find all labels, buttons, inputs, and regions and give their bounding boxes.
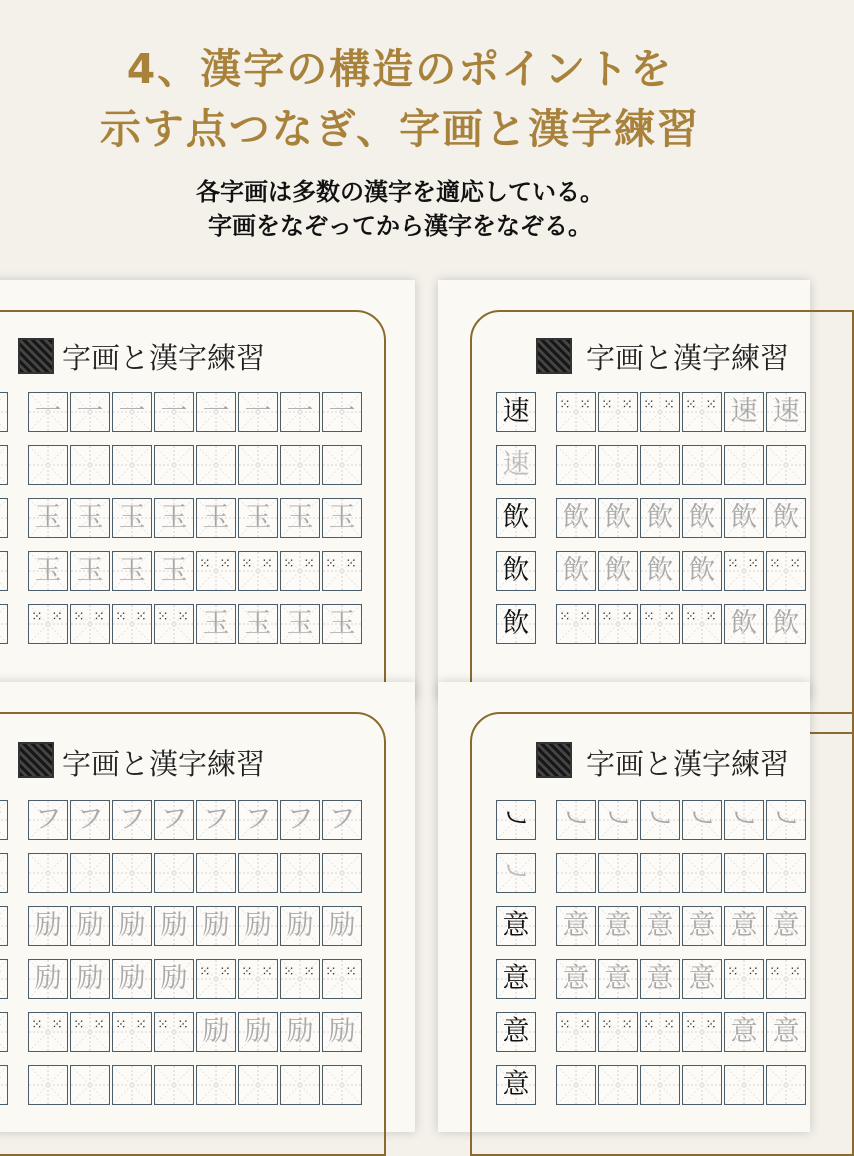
- row-head-character: [0, 392, 8, 432]
- row-head-character: 意: [496, 906, 536, 946]
- row-head-character: [0, 906, 8, 946]
- row-head-character: 飲: [496, 604, 536, 644]
- main-title-line1: 4、漢字の構造のポイントを: [126, 45, 674, 93]
- practice-cell[interactable]: [766, 853, 806, 893]
- worksheet-page-2: [438, 280, 810, 700]
- practice-cell[interactable]: [70, 604, 110, 644]
- qr-code-icon: [18, 338, 54, 374]
- practice-cell[interactable]: フ: [196, 800, 236, 840]
- practice-cell[interactable]: [280, 853, 320, 893]
- practice-cell[interactable]: [322, 959, 362, 999]
- dot-trace-pattern: ⁙ ⁙: [325, 556, 359, 572]
- practice-cell[interactable]: 励: [28, 906, 68, 946]
- dot-trace-pattern: ⁙ ⁙: [115, 1017, 149, 1033]
- practice-cell[interactable]: 一: [154, 392, 194, 432]
- practice-cell[interactable]: [280, 445, 320, 485]
- subtitle-line2: 字画をなぞってから漢字をなぞる。: [208, 212, 592, 240]
- dot-trace-pattern: ⁙ ⁙: [157, 609, 191, 625]
- practice-cell[interactable]: [112, 1012, 152, 1052]
- page-title: 字画と漢字練習: [586, 747, 790, 781]
- worksheet-page-4: [438, 682, 810, 1132]
- practice-cell[interactable]: 飲: [766, 498, 806, 538]
- dot-trace-pattern: ⁙ ⁙: [727, 964, 761, 980]
- row-head-character: [0, 1065, 8, 1105]
- practice-cell[interactable]: 玉: [280, 604, 320, 644]
- dot-trace-pattern: ⁙ ⁙: [199, 556, 233, 572]
- practice-cell[interactable]: [682, 1065, 722, 1105]
- dot-trace-pattern: ⁙ ⁙: [559, 609, 593, 625]
- dot-trace-pattern: ⁙ ⁙: [73, 609, 107, 625]
- practice-cell[interactable]: [640, 1012, 680, 1052]
- dot-trace-pattern: ⁙ ⁙: [325, 964, 359, 980]
- practice-cell[interactable]: 励: [28, 959, 68, 999]
- practice-cell[interactable]: [556, 392, 596, 432]
- practice-cell[interactable]: 飲: [766, 604, 806, 644]
- practice-cell[interactable]: 玉: [196, 498, 236, 538]
- practice-cell[interactable]: 意: [556, 959, 596, 999]
- worksheet-page-1: [0, 280, 415, 700]
- dot-trace-pattern: ⁙ ⁙: [241, 556, 275, 572]
- practice-cell[interactable]: 励: [322, 1012, 362, 1052]
- dot-trace-pattern: ⁙ ⁙: [31, 1017, 65, 1033]
- practice-cell[interactable]: [556, 1065, 596, 1105]
- practice-cell[interactable]: 励: [70, 959, 110, 999]
- main-title-line2: 示す点つなぎ、字画と漢字練習: [99, 105, 701, 153]
- practice-cell[interactable]: [238, 551, 278, 591]
- practice-cell[interactable]: 飲: [682, 551, 722, 591]
- practice-cell[interactable]: [598, 853, 638, 893]
- practice-cell[interactable]: 一: [322, 392, 362, 432]
- dot-trace-pattern: ⁙ ⁙: [73, 1017, 107, 1033]
- practice-cell[interactable]: フ: [70, 800, 110, 840]
- practice-cell[interactable]: 玉: [28, 498, 68, 538]
- practice-cell[interactable]: [766, 551, 806, 591]
- practice-cell[interactable]: [28, 1012, 68, 1052]
- practice-cell[interactable]: [640, 1065, 680, 1105]
- row-head-character: ㇃: [496, 853, 536, 893]
- practice-cell[interactable]: [766, 1065, 806, 1105]
- practice-cell[interactable]: 玉: [322, 498, 362, 538]
- dot-trace-pattern: ⁙ ⁙: [283, 964, 317, 980]
- page-title: 字画と漢字練習: [62, 747, 266, 781]
- practice-cell[interactable]: [724, 959, 764, 999]
- practice-cell[interactable]: [238, 959, 278, 999]
- row-head-character: 飲: [496, 498, 536, 538]
- practice-cell[interactable]: [112, 1065, 152, 1105]
- qr-code-icon: [536, 742, 572, 778]
- dot-trace-pattern: ⁙ ⁙: [601, 1017, 635, 1033]
- practice-cell[interactable]: 意: [682, 959, 722, 999]
- practice-cell[interactable]: [724, 551, 764, 591]
- practice-cell[interactable]: 一: [28, 392, 68, 432]
- practice-cell[interactable]: 励: [280, 1012, 320, 1052]
- practice-cell[interactable]: [154, 604, 194, 644]
- practice-cell[interactable]: [640, 392, 680, 432]
- row-head-character: [0, 853, 8, 893]
- dot-trace-pattern: ⁙ ⁙: [769, 556, 803, 572]
- practice-cell[interactable]: [322, 551, 362, 591]
- practice-cell[interactable]: [280, 1065, 320, 1105]
- practice-cell[interactable]: [238, 1065, 278, 1105]
- practice-cell[interactable]: 玉: [322, 604, 362, 644]
- row-head-character: [0, 959, 8, 999]
- practice-cell[interactable]: [154, 1012, 194, 1052]
- practice-cell[interactable]: 励: [70, 906, 110, 946]
- practice-cell[interactable]: ㇃: [766, 800, 806, 840]
- row-head-character: [0, 800, 8, 840]
- practice-cell[interactable]: [598, 392, 638, 432]
- practice-cell[interactable]: 意: [766, 906, 806, 946]
- practice-cell[interactable]: [556, 853, 596, 893]
- practice-cell[interactable]: 励: [238, 1012, 278, 1052]
- page-title: 字画と漢字練習: [586, 341, 790, 375]
- practice-cell[interactable]: 玉: [112, 498, 152, 538]
- practice-cell[interactable]: [556, 604, 596, 644]
- practice-cell[interactable]: [682, 1012, 722, 1052]
- practice-cell[interactable]: [556, 445, 596, 485]
- row-head-character: 意: [496, 1012, 536, 1052]
- practice-cell[interactable]: [70, 1065, 110, 1105]
- dot-trace-pattern: ⁙ ⁙: [685, 397, 719, 413]
- practice-cell[interactable]: 玉: [28, 551, 68, 591]
- dot-trace-pattern: ⁙ ⁙: [241, 964, 275, 980]
- practice-cell[interactable]: [598, 1012, 638, 1052]
- page-title: 字画と漢字練習: [62, 341, 266, 375]
- dot-trace-pattern: ⁙ ⁙: [685, 1017, 719, 1033]
- practice-cell[interactable]: フ: [28, 800, 68, 840]
- practice-cell[interactable]: 励: [112, 959, 152, 999]
- practice-cell[interactable]: [724, 853, 764, 893]
- row-head-character: [0, 604, 8, 644]
- practice-cell[interactable]: [724, 445, 764, 485]
- practice-cell[interactable]: 励: [196, 906, 236, 946]
- practice-cell[interactable]: [196, 853, 236, 893]
- practice-cell[interactable]: [196, 551, 236, 591]
- practice-cell[interactable]: 意: [766, 1012, 806, 1052]
- row-head-character: ㇃: [496, 800, 536, 840]
- practice-cell[interactable]: [154, 853, 194, 893]
- practice-cell[interactable]: 意: [598, 906, 638, 946]
- practice-cell[interactable]: [196, 959, 236, 999]
- practice-cell[interactable]: 飲: [598, 551, 638, 591]
- practice-cell[interactable]: 玉: [280, 498, 320, 538]
- practice-cell[interactable]: [28, 853, 68, 893]
- practice-cell[interactable]: 励: [196, 1012, 236, 1052]
- practice-cell[interactable]: [682, 392, 722, 432]
- practice-cell[interactable]: フ: [112, 800, 152, 840]
- practice-cell[interactable]: [196, 445, 236, 485]
- practice-cell[interactable]: [280, 959, 320, 999]
- practice-cell[interactable]: 意: [640, 959, 680, 999]
- practice-cell[interactable]: 速: [766, 392, 806, 432]
- practice-cell[interactable]: 玉: [238, 498, 278, 538]
- row-head-character: 速: [496, 445, 536, 485]
- dot-trace-pattern: ⁙ ⁙: [31, 609, 65, 625]
- practice-cell[interactable]: [682, 853, 722, 893]
- header: [0, 0, 800, 280]
- practice-cell[interactable]: [322, 445, 362, 485]
- practice-cell[interactable]: 励: [154, 906, 194, 946]
- practice-cell[interactable]: 玉: [70, 551, 110, 591]
- dot-trace-pattern: ⁙ ⁙: [769, 964, 803, 980]
- practice-cell[interactable]: [70, 1012, 110, 1052]
- practice-cell[interactable]: フ: [238, 800, 278, 840]
- practice-cell[interactable]: 励: [154, 959, 194, 999]
- practice-cell[interactable]: 意: [724, 906, 764, 946]
- practice-cell[interactable]: [28, 604, 68, 644]
- practice-cell[interactable]: [28, 445, 68, 485]
- practice-cell[interactable]: ㇃: [724, 800, 764, 840]
- practice-cell[interactable]: [154, 1065, 194, 1105]
- practice-cell[interactable]: [70, 445, 110, 485]
- row-head-character: [0, 498, 8, 538]
- practice-cell[interactable]: [598, 604, 638, 644]
- dot-trace-pattern: ⁙ ⁙: [199, 964, 233, 980]
- row-head-character: [0, 1012, 8, 1052]
- practice-cell[interactable]: [196, 1065, 236, 1105]
- dot-trace-pattern: ⁙ ⁙: [559, 1017, 593, 1033]
- practice-cell[interactable]: 意: [724, 1012, 764, 1052]
- dot-trace-pattern: ⁙ ⁙: [157, 1017, 191, 1033]
- practice-cell[interactable]: 飲: [556, 498, 596, 538]
- row-head-character: 飲: [496, 551, 536, 591]
- practice-cell[interactable]: 玉: [112, 551, 152, 591]
- practice-cell[interactable]: [682, 445, 722, 485]
- dot-trace-pattern: ⁙ ⁙: [115, 609, 149, 625]
- practice-cell[interactable]: 飲: [724, 498, 764, 538]
- dot-trace-pattern: ⁙ ⁙: [601, 397, 635, 413]
- practice-cell[interactable]: [640, 445, 680, 485]
- row-head-character: 意: [496, 959, 536, 999]
- practice-cell[interactable]: 一: [280, 392, 320, 432]
- practice-cell[interactable]: [70, 853, 110, 893]
- dot-trace-pattern: ⁙ ⁙: [643, 609, 677, 625]
- qr-code-icon: [18, 742, 54, 778]
- practice-cell[interactable]: [682, 604, 722, 644]
- subtitle-line1: 各字画は多数の漢字を適応している。: [196, 178, 604, 206]
- practice-cell[interactable]: 意: [640, 906, 680, 946]
- worksheet-page-3: [0, 682, 415, 1132]
- practice-cell[interactable]: 玉: [154, 498, 194, 538]
- practice-cell[interactable]: 玉: [70, 498, 110, 538]
- practice-cell[interactable]: 玉: [238, 604, 278, 644]
- practice-cell[interactable]: [640, 853, 680, 893]
- practice-cell[interactable]: [112, 445, 152, 485]
- practice-cell[interactable]: [322, 853, 362, 893]
- practice-cell[interactable]: 一: [238, 392, 278, 432]
- practice-cell[interactable]: 一: [196, 392, 236, 432]
- practice-cell[interactable]: 意: [598, 959, 638, 999]
- practice-cell[interactable]: フ: [280, 800, 320, 840]
- practice-cell[interactable]: 速: [724, 392, 764, 432]
- practice-cell[interactable]: [556, 1012, 596, 1052]
- practice-cell[interactable]: [112, 604, 152, 644]
- practice-cell[interactable]: 励: [322, 906, 362, 946]
- dot-trace-pattern: ⁙ ⁙: [685, 609, 719, 625]
- dot-trace-pattern: ⁙ ⁙: [643, 1017, 677, 1033]
- practice-cell[interactable]: 飲: [640, 498, 680, 538]
- practice-cell[interactable]: [598, 445, 638, 485]
- practice-cell[interactable]: 意: [682, 906, 722, 946]
- practice-cell[interactable]: [724, 1065, 764, 1105]
- practice-cell[interactable]: 飲: [724, 604, 764, 644]
- practice-cell[interactable]: ㇃: [640, 800, 680, 840]
- practice-cell[interactable]: 励: [112, 906, 152, 946]
- practice-cell[interactable]: [154, 445, 194, 485]
- practice-cell[interactable]: 励: [238, 906, 278, 946]
- row-head-character: [0, 445, 8, 485]
- practice-cell[interactable]: 飲: [598, 498, 638, 538]
- dot-trace-pattern: ⁙ ⁙: [601, 609, 635, 625]
- practice-cell[interactable]: [28, 1065, 68, 1105]
- practice-cell[interactable]: フ: [322, 800, 362, 840]
- practice-cell[interactable]: 一: [70, 392, 110, 432]
- practice-cell[interactable]: [640, 604, 680, 644]
- practice-cell[interactable]: [766, 445, 806, 485]
- practice-cell[interactable]: 意: [556, 906, 596, 946]
- practice-cell[interactable]: [112, 853, 152, 893]
- practice-cell[interactable]: ㇃: [682, 800, 722, 840]
- qr-code-icon: [536, 338, 572, 374]
- practice-cell[interactable]: 飲: [556, 551, 596, 591]
- practice-cell[interactable]: 飲: [682, 498, 722, 538]
- dot-trace-pattern: ⁙ ⁙: [283, 556, 317, 572]
- practice-cell[interactable]: [238, 445, 278, 485]
- row-head-character: 意: [496, 1065, 536, 1105]
- practice-cell[interactable]: フ: [154, 800, 194, 840]
- practice-cell[interactable]: ㇃: [598, 800, 638, 840]
- practice-cell[interactable]: [322, 1065, 362, 1105]
- practice-cell[interactable]: [598, 1065, 638, 1105]
- practice-cell[interactable]: [280, 551, 320, 591]
- practice-cell[interactable]: 励: [280, 906, 320, 946]
- practice-cell[interactable]: ㇃: [556, 800, 596, 840]
- practice-cell[interactable]: 玉: [196, 604, 236, 644]
- row-head-character: [0, 551, 8, 591]
- dot-trace-pattern: ⁙ ⁙: [559, 397, 593, 413]
- practice-cell[interactable]: 一: [112, 392, 152, 432]
- practice-cell[interactable]: [238, 853, 278, 893]
- practice-cell[interactable]: [766, 959, 806, 999]
- dot-trace-pattern: ⁙ ⁙: [643, 397, 677, 413]
- row-head-character: 速: [496, 392, 536, 432]
- practice-cell[interactable]: 玉: [154, 551, 194, 591]
- practice-cell[interactable]: 飲: [640, 551, 680, 591]
- dot-trace-pattern: ⁙ ⁙: [727, 556, 761, 572]
